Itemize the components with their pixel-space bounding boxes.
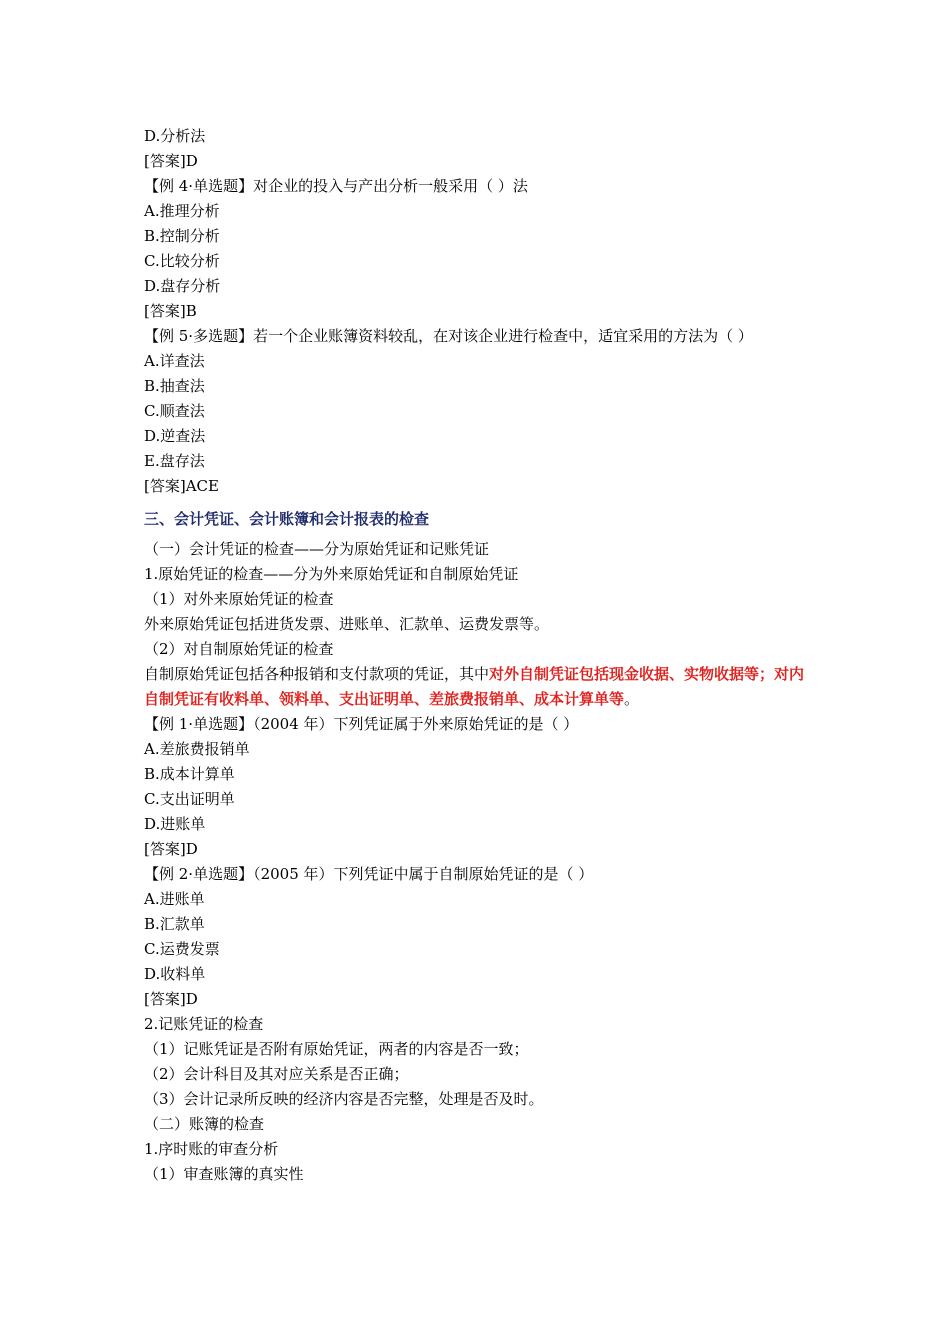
option-line: D.逆查法 — [144, 427, 206, 445]
answer-line: [答案]ACE — [144, 477, 219, 495]
option-line: B.成本计算单 — [144, 765, 235, 783]
option-line: A.推理分析 — [144, 202, 220, 220]
highlighted-text: 对外自制凭证包括现金收据、实物收据等；对内自制凭证有收料单、领料单、支出证明单、差旅费报销单、成本计算单等 — [144, 665, 805, 708]
paragraph-end: 。 — [624, 690, 640, 708]
text-line: （2）会计科目及其对应关系是否正确； — [144, 1065, 409, 1083]
option-line: B.控制分析 — [144, 227, 220, 245]
option-line: A.差旅费报销单 — [144, 740, 250, 758]
document-body — [144, 124, 814, 1187]
answer-line: [答案]B — [144, 302, 197, 320]
section-heading: 三、会计凭证、会计账簿和会计报表的检查 — [144, 510, 430, 528]
option-line: C.比较分析 — [144, 252, 220, 270]
question-line: 【例 5·多选题】若一个企业账簿资料较乱，在对该企业进行检查中，适宜采用的方法为（ ） — [144, 327, 753, 345]
question-line: 【例 1·单选题】（2004 年）下列凭证属于外来原始凭证的是（ ） — [144, 715, 579, 733]
question-line: 【例 2·单选题】（2005 年）下列凭证中属于自制原始凭证的是（ ） — [144, 865, 594, 883]
question-line: 【例 4·单选题】对企业的投入与产出分析一般采用（ ）法 — [144, 177, 528, 195]
text-line: （2）对自制原始凭证的检查 — [144, 640, 334, 658]
option-line: B.抽查法 — [144, 377, 205, 395]
text-line: 1.序时账的审查分析 — [144, 1140, 279, 1158]
option-line: D.进账单 — [144, 815, 206, 833]
option-line: D.盘存分析 — [144, 277, 221, 295]
text-line: （一）会计凭证的检查——分为原始凭证和记账凭证 — [144, 540, 490, 558]
answer-line: [答案]D — [144, 152, 198, 170]
text-line: （1）记账凭证是否附有原始凭证，两者的内容是否一致； — [144, 1040, 529, 1058]
option-line: E.盘存法 — [144, 452, 205, 470]
option-line: A.进账单 — [144, 890, 205, 908]
text-line: （1）对外来原始凭证的检查 — [144, 590, 334, 608]
text-line: D.分析法 — [144, 127, 206, 145]
paragraph-text: 自制原始凭证包括各种报销和支付款项的凭证，其中 — [144, 665, 490, 683]
self-made-voucher-paragraph — [144, 662, 814, 712]
text-line: （3）会计记录所反映的经济内容是否完整，处理是否及时。 — [144, 1090, 544, 1108]
text-line: 2.记账凭证的检查 — [144, 1015, 264, 1033]
option-line: C.顺查法 — [144, 402, 205, 420]
option-line: C.支出证明单 — [144, 790, 235, 808]
text-line: （1）审查账簿的真实性 — [144, 1165, 304, 1183]
text-line: （二）账簿的检查 — [144, 1115, 265, 1133]
text-line: 1.原始凭证的检查——分为外来原始凭证和自制原始凭证 — [144, 565, 519, 583]
text-line: 外来原始凭证包括进货发票、进账单、汇款单、运费发票等。 — [144, 615, 550, 633]
option-line: B.汇款单 — [144, 915, 205, 933]
answer-line: [答案]D — [144, 840, 198, 858]
option-line: C.运费发票 — [144, 940, 220, 958]
option-line: A.详查法 — [144, 352, 205, 370]
answer-line: [答案]D — [144, 990, 198, 1008]
option-line: D.收料单 — [144, 965, 206, 983]
